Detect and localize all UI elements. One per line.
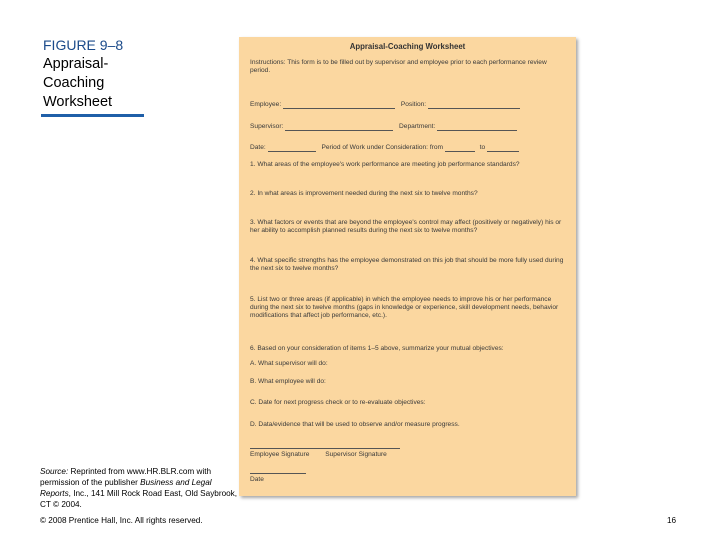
worksheet-title: Appraisal-Coaching Worksheet: [349, 42, 466, 51]
period-label: Period of Work under Consideration: from: [321, 144, 444, 151]
supervisor-signature-label: Supervisor Signature: [325, 451, 387, 458]
question-6: 6. Based on your consideration of items 1–5 above, summarize your mutual objectives:: [250, 345, 504, 352]
figure-title-line3: Worksheet: [43, 94, 113, 110]
question-1: 1. What areas of the employee's work performance are meeting job performance standards?: [250, 161, 520, 168]
employee-label: Employee:: [250, 101, 282, 108]
worksheet-instructions: Instructions: This form is to be filled out by supervisor and employee prior to each performance review period.: [250, 59, 547, 75]
figure-caption: [43, 36, 193, 112]
question-6c: C. Date for next progress check or to re-evaluate objectives:: [250, 399, 426, 406]
question-6b: B. What employee will do:: [250, 378, 326, 385]
employee-row: [250, 101, 568, 109]
question-6d: D. Data/evidence that will be used to observe and/or measure progress.: [250, 421, 460, 428]
to-label: to: [479, 144, 486, 151]
source-publisher: Business and Legal Reports: [40, 478, 212, 498]
worksheet-image: [239, 37, 576, 496]
supervisor-field: [285, 123, 393, 131]
date-row: [250, 144, 568, 152]
question-3: 3. What factors or events that are beyond the employee's control may affect (positively or negatively) his or her ability to accomplish planned results during the next six to twelve months?: [250, 219, 562, 235]
title-divider: [41, 114, 144, 117]
position-field: [428, 101, 520, 109]
source-address: , Inc., 141 Mill Rock Road East, Old Saybrook, CT © 2004.: [40, 489, 238, 509]
figure-title-line2: Coaching: [43, 75, 105, 91]
source-text: Reprinted from www.HR.BLR.com with permission of the publisher: [40, 467, 212, 487]
date-signature-line: [250, 473, 306, 474]
question-5: 5. List two or three areas (if applicable) in which the employee needs to improve his or her performance during the next six to twelve months (gaps in knowledge or experience, skill development needs, behavior modifications that affect job performance, etc.).: [250, 296, 559, 320]
figure-title-line1: Appraisal-: [43, 56, 109, 72]
signature-line: [250, 448, 400, 449]
employee-field: [283, 101, 395, 109]
page-number: 16: [667, 516, 677, 525]
supervisor-row: [250, 123, 568, 131]
copyright: © 2008 Prentice Hall, Inc. All rights reserved.: [40, 516, 203, 525]
question-4: 4. What specific strengths has the employee demonstrated on this job that should be more fully used during the next six to twelve months?: [250, 257, 564, 273]
date-field: [268, 144, 316, 152]
from-field: [445, 144, 475, 152]
date-signature-label: Date: [250, 476, 264, 483]
source-label: Source:: [40, 467, 69, 476]
figure-number: FIGURE 9–8: [43, 37, 124, 53]
question-6a: A. What supervisor will do:: [250, 360, 328, 367]
to-field: [487, 144, 519, 152]
source-note: [40, 466, 240, 510]
date-label: Date:: [250, 144, 266, 151]
position-label: Position:: [400, 101, 427, 108]
employee-signature-label: Employee Signature: [250, 451, 310, 458]
signature-labels: [250, 451, 568, 459]
supervisor-label: Supervisor:: [250, 123, 284, 130]
department-label: Department:: [399, 123, 436, 130]
department-field: [437, 123, 517, 131]
question-2: 2. In what areas is improvement needed during the next six to twelve months?: [250, 190, 478, 197]
